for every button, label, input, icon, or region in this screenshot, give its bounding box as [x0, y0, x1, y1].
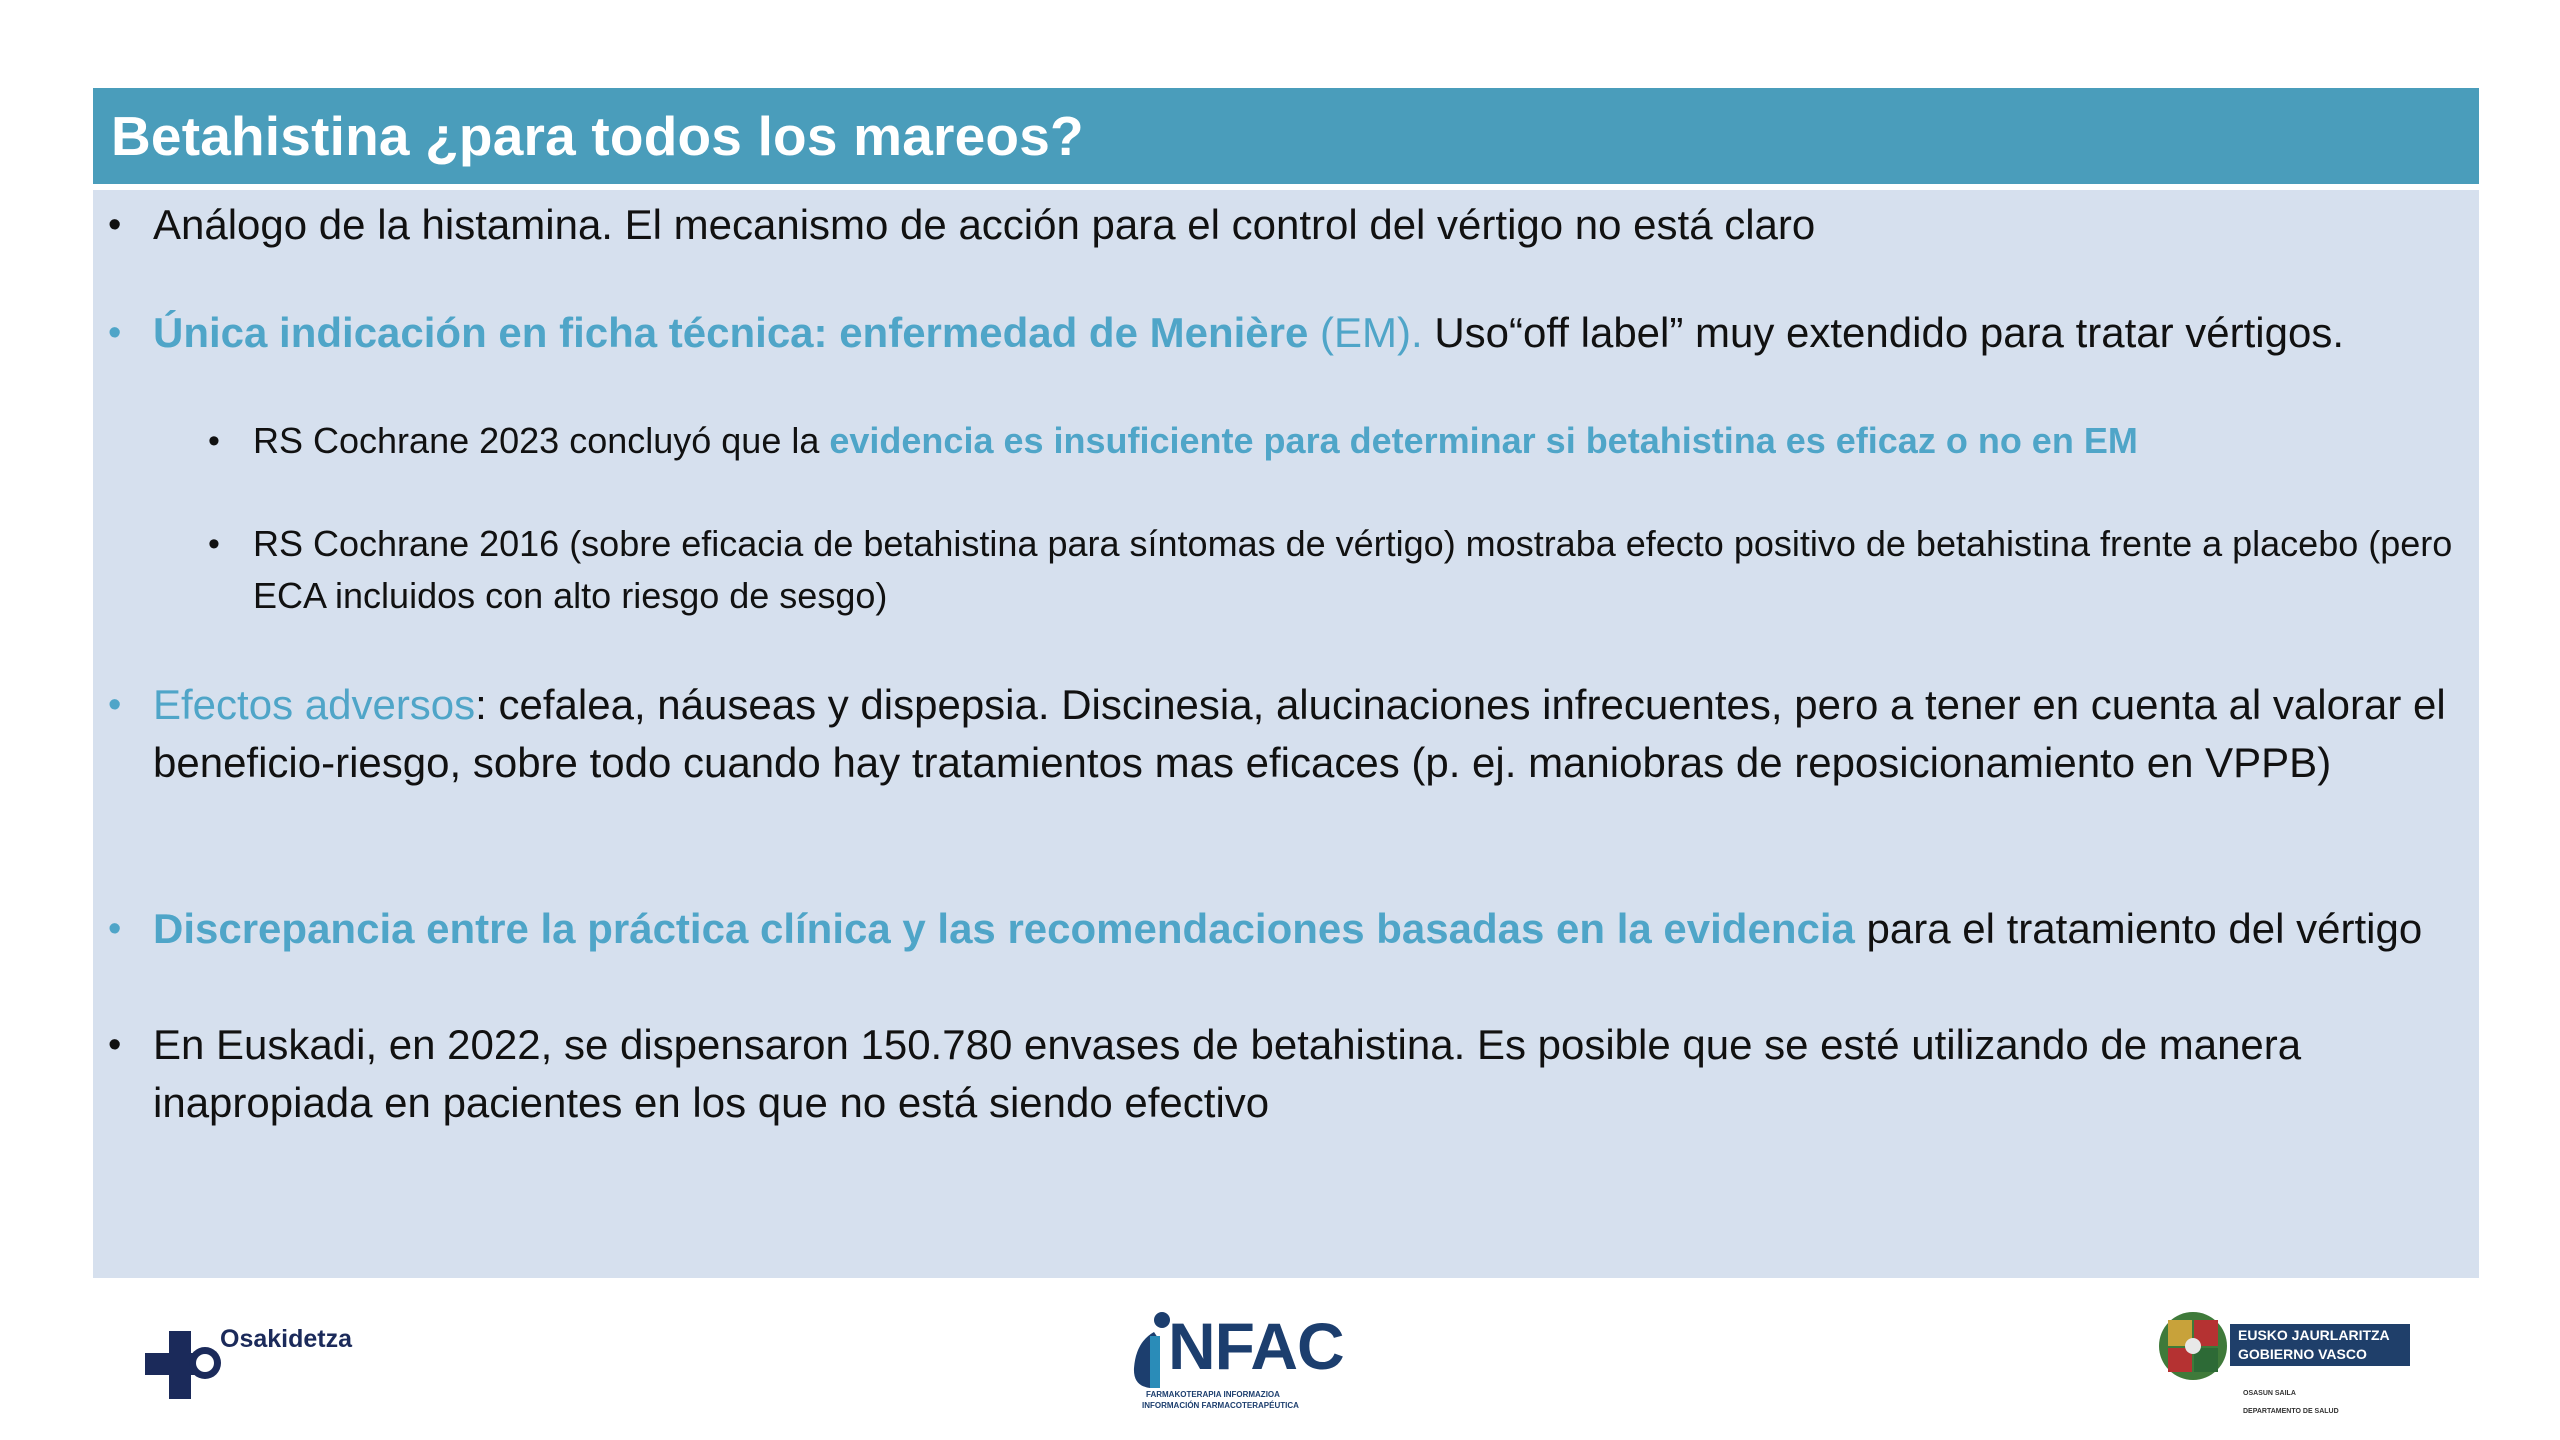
infac-subtitle-1: FARMAKOTERAPIA INFORMAZIOA — [1146, 1390, 1280, 1399]
infac-subtitle-2: INFORMACIÓN FARMACOTERAPÉUTICA — [1142, 1401, 1299, 1410]
bullet-text-plain: RS Cochrane 2023 concluyó que la — [253, 420, 830, 461]
osakidetza-logo — [145, 1325, 385, 1405]
bullet-marker: • — [108, 684, 122, 726]
sub-bullet-item — [193, 415, 2463, 467]
bullet-item — [93, 1016, 2413, 1132]
osakidetza-label: Osakidetza — [220, 1325, 353, 1353]
highlight-text: Efectos adversos — [153, 681, 476, 728]
bullet-text — [253, 415, 2138, 467]
highlight-text: (EM). — [1308, 309, 1423, 356]
infac-logo — [1128, 1308, 1344, 1418]
bullet-marker: • — [208, 422, 220, 460]
sub-bullet-item — [193, 518, 2463, 622]
bullet-text: En Euskadi, en 2022, se dispensaron 150.780 envases de betahistina. Es posible que se esté utilizando de manera inapropiada en pacientes en los que no está siendo efectivo — [153, 1021, 2302, 1126]
bullet-text — [153, 196, 1815, 254]
bullet-text-plain: para el tratamiento del vértigo — [1854, 905, 2423, 952]
bullet-text-plain: Uso“off label” muy extendido para tratar vértigos. — [1422, 309, 2345, 356]
bullet-text — [153, 676, 2463, 792]
bullet-text: RS Cochrane 2016 (sobre eficacia de betahistina para síntomas de vértigo) mostraba efecto positivo de betahistina frente a placebo (pero ECA incluidos con alto riesgo de sesgo) — [253, 523, 2453, 616]
slide-body — [93, 190, 2479, 1278]
bullet-item — [93, 196, 2453, 254]
highlight-text: evidencia es insuficiente para determinar si betahistina es eficaz o no en EM — [829, 420, 2138, 461]
bullet-item — [93, 900, 2463, 958]
bullet-marker: • — [108, 908, 122, 950]
gobierno-dept-1: OSASUN SAILA — [2243, 1390, 2296, 1397]
highlight-text: Discrepancia entre la práctica clínica y las recomendaciones basadas en la evidencia — [153, 905, 1855, 952]
basque-coat-of-arms-icon — [2158, 1310, 2228, 1384]
gobierno-line-1: EUSKO JAURLARITZA — [2238, 1327, 2390, 1343]
bullet-item — [93, 304, 2463, 362]
bullet-text-plain: : cefalea, náuseas y dispepsia. Discinesia, alucinaciones infrecuentes, pero a tener en cuenta al valorar el beneficio-riesgo, sobre todo cuando hay tratamientos mas eficaces (p. ej. maniobras de reposicionamiento en VPPB) — [153, 681, 2446, 786]
bullet-marker: • — [108, 204, 122, 246]
gobierno-vasco-banner — [2230, 1324, 2410, 1366]
gobierno-vasco-logo — [2158, 1310, 2428, 1420]
gobierno-line-2: GOBIERNO VASCO — [2238, 1346, 2367, 1362]
bullet-marker: • — [208, 525, 220, 563]
bullet-text — [153, 304, 2344, 362]
bullet-marker: • — [108, 312, 122, 354]
slide-header — [93, 88, 2479, 184]
slide-title: Betahistina ¿para todos los mareos? — [111, 105, 1084, 167]
infac-label: NFAC — [1168, 1309, 1344, 1383]
bullet-item — [93, 676, 2463, 792]
osakidetza-logo-icon — [145, 1325, 225, 1405]
bullet-text-plain: Análogo de la histamina. El mecanismo de acción para el control del vértigo no está claro — [153, 201, 1816, 248]
bullet-marker: • — [108, 1024, 122, 1066]
bullet-text — [153, 900, 2422, 958]
gobierno-dept-2: DEPARTAMENTO DE SALUD — [2243, 1408, 2339, 1415]
highlight-text: Única indicación en ficha técnica: enfermedad de Menière — [153, 309, 1309, 356]
